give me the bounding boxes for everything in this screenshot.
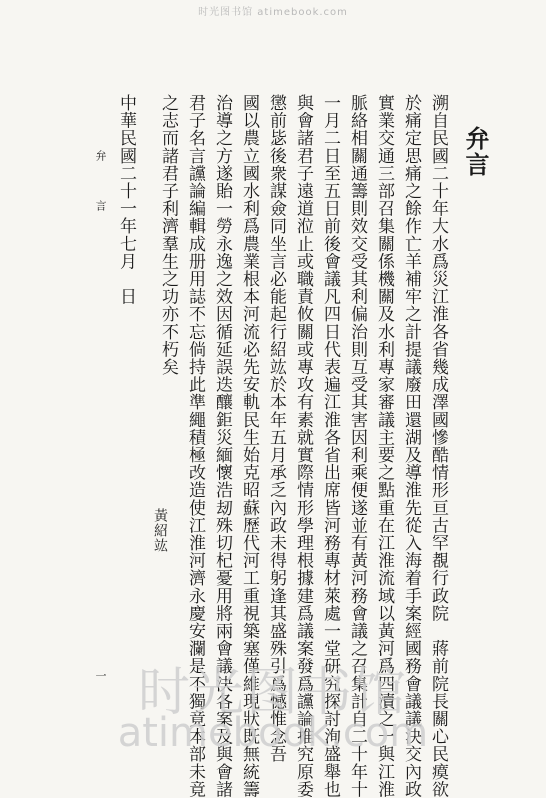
body-column: 溯自民國二十年大水爲災江淮各省幾成澤國慘酷情形亘古罕覩行政院 蔣前院長關心民瘼欲	[428, 94, 448, 798]
side-label: 弁 言	[94, 150, 107, 225]
body-column: 君子名言讜論編輯成册用誌不忘倘持此準繩積極改造使江淮河濟永慶安瀾是不獨竟本部未竟	[185, 94, 205, 798]
top-watermark: 时光图书馆 atimebook.com	[198, 7, 348, 18]
body-column: 一月二日至五日前後會議凡四日代表遍江淮各省出席皆河務專材萊處一堂研究探討洵盛舉也	[320, 94, 340, 798]
body-column: 脈絡相關通籌則效交受其利偏治則互受其害因利乘便遂並有黃河務會議之召集計自二十年十	[347, 94, 367, 798]
body-column: 國以農立國水利爲農業根本河流必先安軌民生始克昭蘇歷代河工重視築塞僅維現狀既無統籌	[239, 94, 259, 798]
body-column: 實業交通三部召集關係機關及水利專家審議主要之點重在江淮流域以黃河爲四瀆之一與江淮	[374, 94, 394, 798]
body-column: 與會諸君子遠道涖止或職責攸關或專攻有素就實際情形學理根據建爲議案發爲讜論推究原委	[293, 94, 313, 798]
body-column: 懲前毖後衆謀僉同坐言必能起行紹竑於本年五月承乏內政未得躬逢其盛殊引爲憾惟念吾	[266, 94, 286, 763]
date-line: 中華民國二十一年七月 日	[116, 94, 136, 306]
body-column: 於痛定思痛之餘作亡羊補牢之計提議廢田還湖及導淮先從入海着手案經國務會議議決交內政	[401, 94, 421, 798]
page-title: 弁言	[461, 126, 490, 178]
author-signature: 黃紹竑	[152, 508, 168, 553]
body-column: 之志而諸君子利濟羣生之功亦不朽矣	[158, 94, 178, 376]
bottom-watermark-url: atimebook.com	[117, 710, 429, 756]
page-number: 一	[94, 670, 107, 681]
bottom-watermark-cn: 时光图书馆	[137, 663, 408, 723]
body-column: 治導之方遂貽一勞永逸之效因循延誤迭釀鉅災緬懷浩刼殊切杞憂用將兩會議決各案及與會諸	[212, 94, 232, 798]
